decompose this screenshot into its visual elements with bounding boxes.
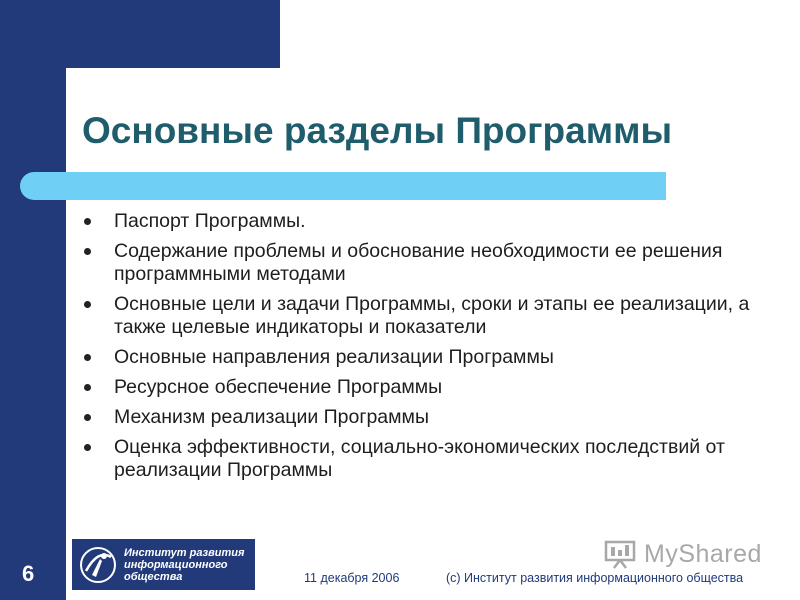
bullet-item: Оценка эффективности, социально-экономических последствий от реализации Программы xyxy=(84,436,764,482)
bullet-dot-icon xyxy=(84,354,91,361)
bullet-dot-icon xyxy=(84,384,91,391)
title-underline-bar xyxy=(20,172,666,200)
bullet-item: Паспорт Программы. xyxy=(84,210,764,233)
bullet-dot-icon xyxy=(84,218,91,225)
bullet-item: Ресурсное обеспечение Программы xyxy=(84,376,764,399)
institute-logo xyxy=(72,539,255,590)
bullet-list xyxy=(84,210,764,489)
bullet-dot-icon xyxy=(84,301,91,308)
bullet-item: Содержание проблемы и обоснование необходимости ее решения программными методами xyxy=(84,240,764,286)
presentation-board-icon xyxy=(604,539,638,569)
bullet-item: Механизм реализации Программы xyxy=(84,406,764,429)
logo-text-line1: Институт развития xyxy=(124,546,245,559)
bullet-dot-icon xyxy=(84,414,91,421)
bullet-dot-icon xyxy=(84,444,91,451)
top-color-block xyxy=(66,0,280,68)
slide-title: Основные разделы Программы xyxy=(82,110,673,151)
footer-copyright: (c) Институт развития информационного общества xyxy=(446,571,744,585)
bullet-dot-icon xyxy=(84,248,91,255)
watermark-text: MyShared xyxy=(644,539,762,568)
logo-text-line2: информационного общества xyxy=(124,558,228,583)
bullet-item: Основные направления реализации Программы xyxy=(84,346,764,369)
page-number: 6 xyxy=(22,561,35,586)
left-sidebar-band xyxy=(0,0,66,600)
myshared-watermark xyxy=(604,539,774,569)
institute-emblem-icon xyxy=(78,545,118,585)
footer-date: 11 декабря 2006 xyxy=(304,571,400,585)
bullet-item: Основные цели и задачи Программы, сроки и этапы ее реализации, а также целевые индикаторы и показатели xyxy=(84,293,764,339)
